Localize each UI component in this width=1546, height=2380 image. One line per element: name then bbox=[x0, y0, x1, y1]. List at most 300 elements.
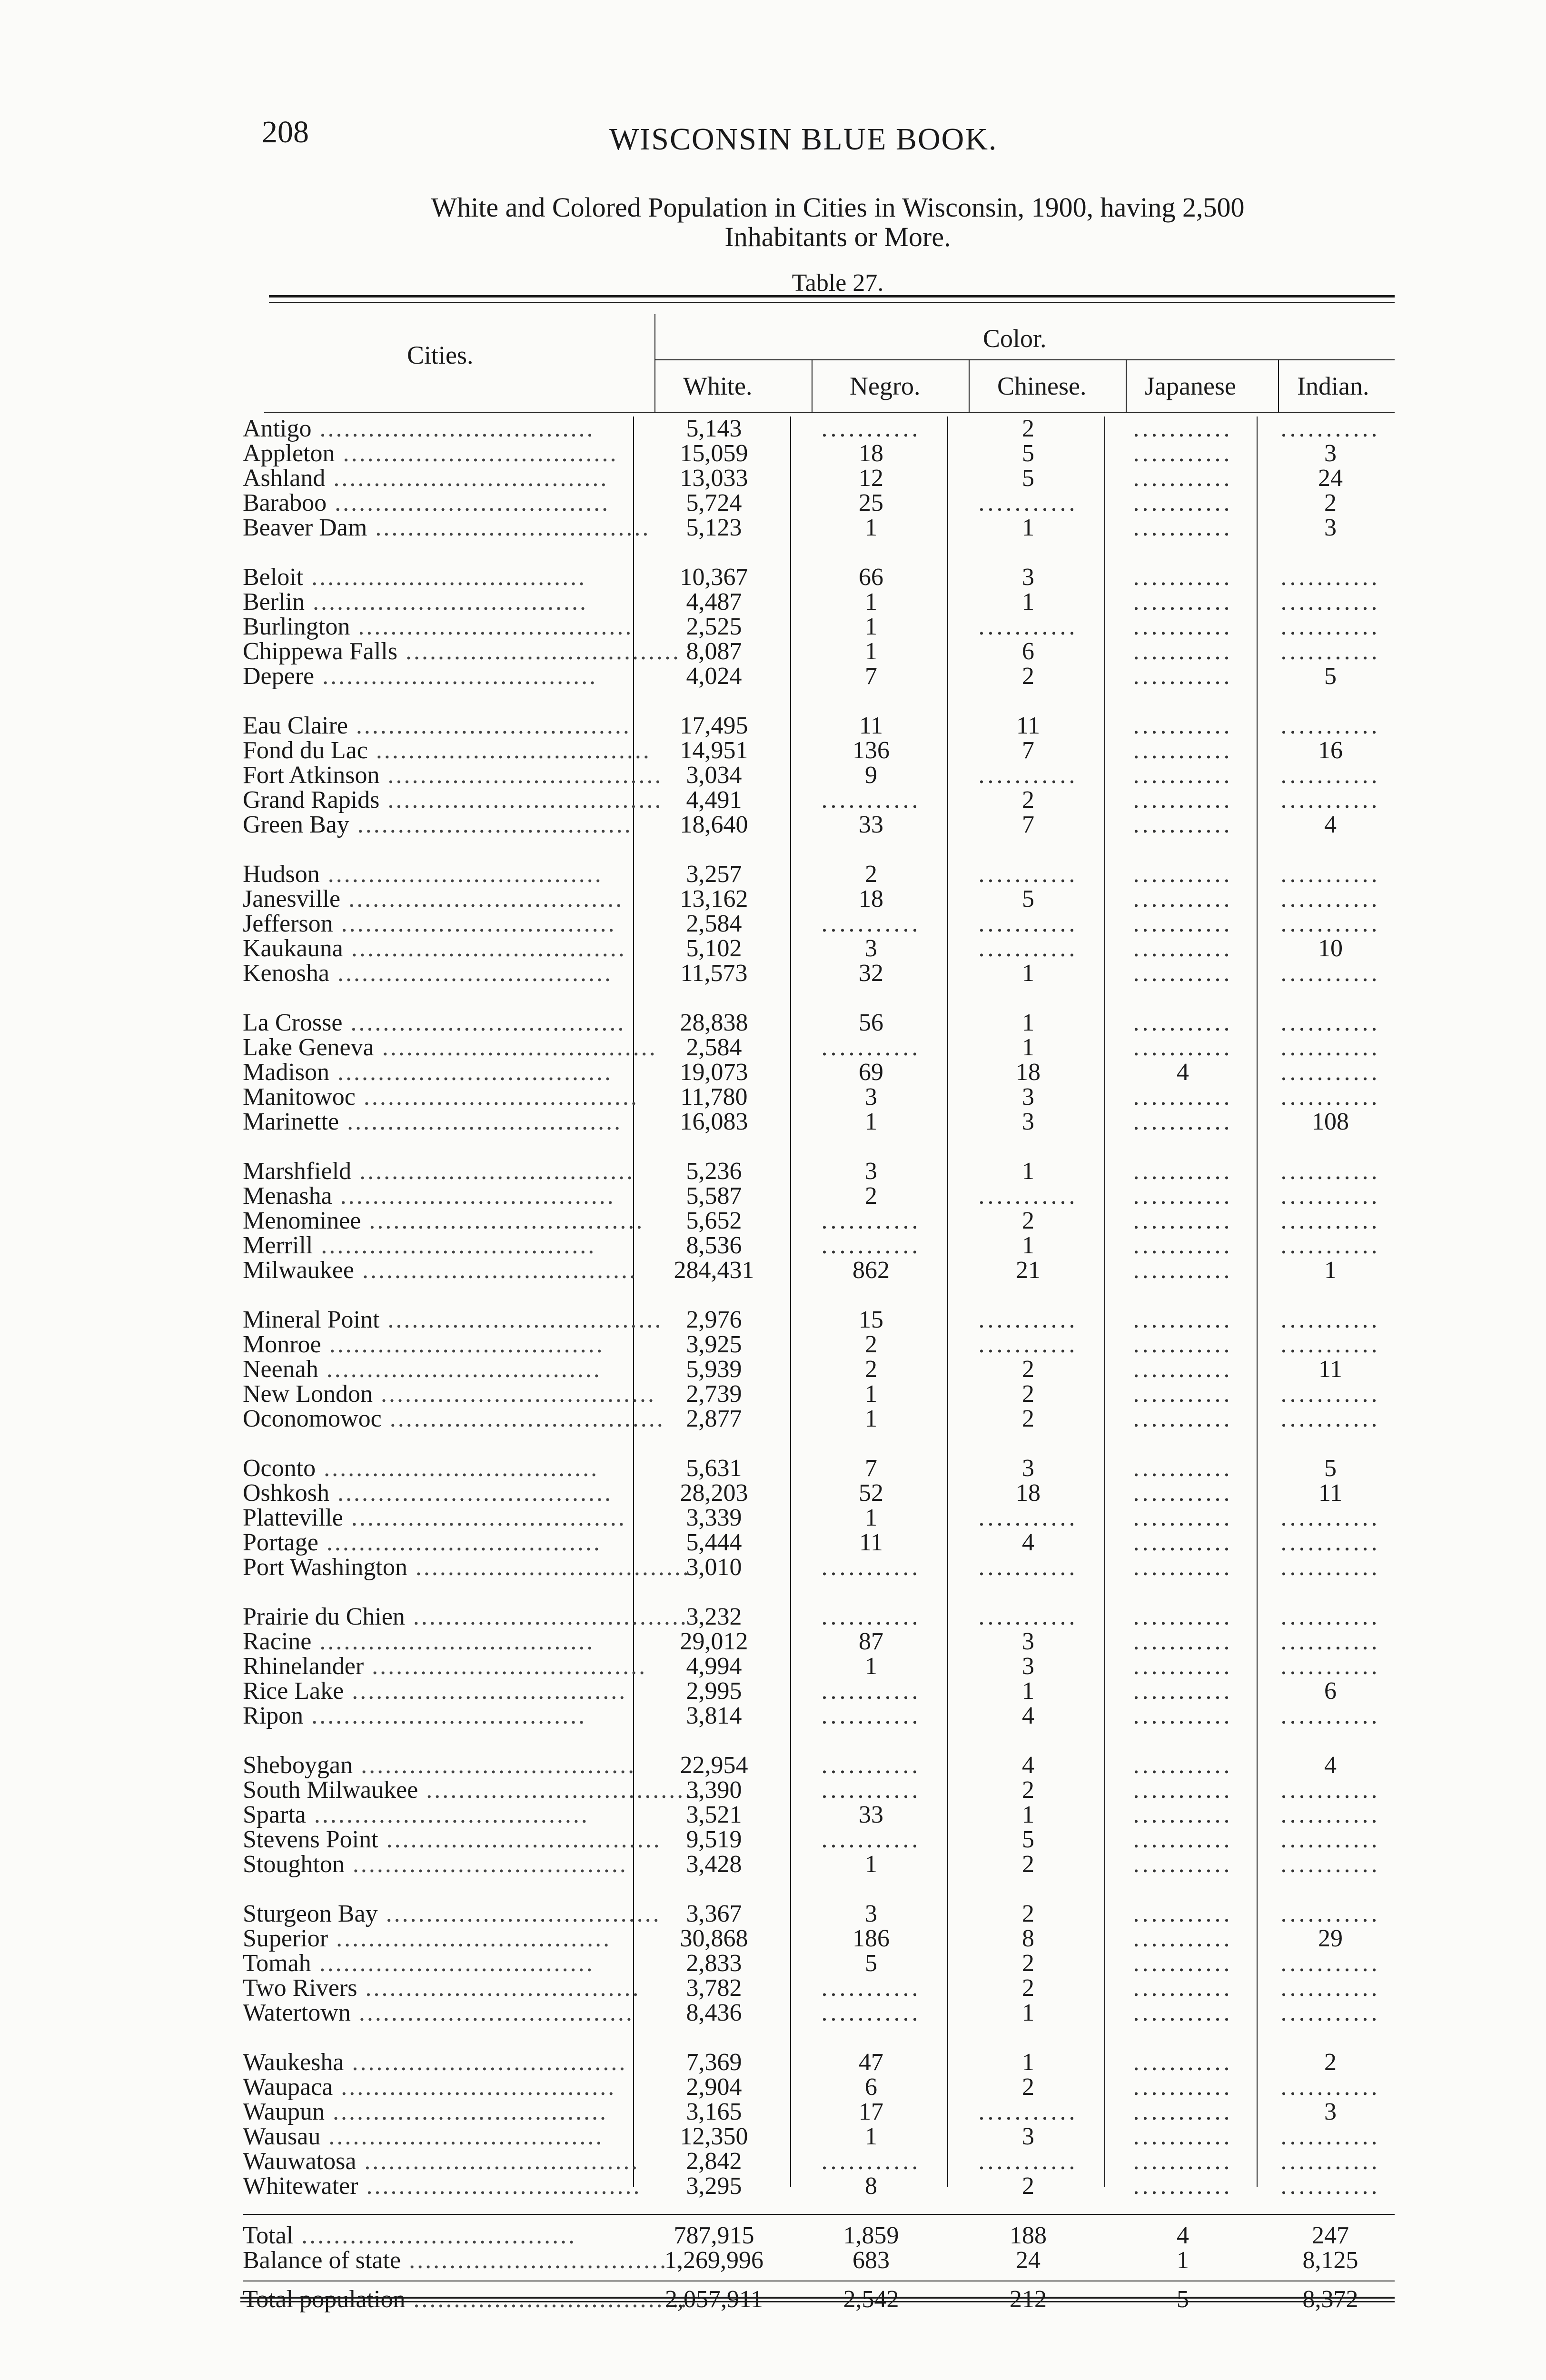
dot-leader: .................................. bbox=[378, 1826, 662, 1853]
indian-empty-cell: ........... bbox=[1280, 1380, 1380, 1408]
city-name: Kenosha bbox=[243, 960, 329, 987]
chinese-empty-cell: ........... bbox=[978, 762, 1078, 789]
dot-leader: .................................. bbox=[311, 415, 595, 442]
table-row bbox=[243, 2149, 1395, 2174]
page-number: 208 bbox=[262, 115, 309, 149]
chinese-cell: 1 bbox=[1022, 514, 1034, 541]
negro-cell: 18 bbox=[859, 885, 883, 912]
city-name: Oconto bbox=[243, 1455, 316, 1482]
caption-line-2: Inhabitants or More. bbox=[724, 221, 951, 252]
white-cell: 3,390 bbox=[686, 1776, 742, 1804]
chinese-empty-cell: ........... bbox=[978, 1182, 1078, 1210]
white-cell: 5,236 bbox=[686, 1158, 742, 1185]
chinese-cell: 2 bbox=[1022, 1405, 1034, 1432]
chinese-cell: 1 bbox=[1022, 1158, 1034, 1185]
white-cell: 2,995 bbox=[686, 1677, 742, 1705]
table-row bbox=[243, 2075, 1395, 2100]
white-cell: 30,868 bbox=[680, 1925, 748, 1952]
negro-cell: 136 bbox=[852, 737, 890, 764]
dot-leader: .................................. bbox=[325, 465, 609, 492]
city-name: Total population bbox=[243, 2286, 406, 2313]
city-name-cell bbox=[243, 1332, 624, 1357]
white-cell: 7,369 bbox=[686, 2049, 742, 2076]
white-cell: 4,491 bbox=[686, 786, 742, 813]
header-divider bbox=[654, 359, 1395, 360]
city-name-cell bbox=[243, 1405, 665, 1432]
city-name-cell bbox=[243, 1803, 624, 1827]
chinese-cell: 1 bbox=[1022, 588, 1034, 615]
header-negro: Negro. bbox=[850, 372, 921, 400]
table-row bbox=[243, 1629, 1395, 1654]
dot-leader: .................................. bbox=[405, 1603, 688, 1630]
table-row bbox=[243, 1085, 1395, 1110]
dot-leader: .................................. bbox=[349, 811, 633, 838]
negro-empty-cell: ........... bbox=[821, 1034, 921, 1061]
japanese-empty-cell: ........... bbox=[1133, 2098, 1233, 2125]
chinese-cell: 18 bbox=[1016, 1479, 1041, 1507]
city-name: Monroe bbox=[243, 1331, 321, 1358]
negro-cell: 66 bbox=[859, 564, 883, 591]
city-name-cell bbox=[243, 1110, 624, 1134]
indian-empty-cell: ........... bbox=[1280, 1950, 1380, 1977]
city-name-cell bbox=[243, 961, 624, 986]
dot-leader: .................................. bbox=[329, 1479, 613, 1507]
white-cell: 5,652 bbox=[686, 1207, 742, 1234]
chinese-cell: 5 bbox=[1022, 440, 1034, 467]
city-name-cell bbox=[243, 1677, 627, 1705]
white-cell: 4,024 bbox=[686, 663, 742, 690]
city-name: Ripon bbox=[243, 1702, 304, 1729]
japanese-empty-cell: ........... bbox=[1133, 1009, 1233, 1036]
negro-cell: 33 bbox=[859, 1801, 883, 1828]
city-name: Hudson bbox=[243, 861, 320, 888]
japanese-empty-cell: ........... bbox=[1133, 1331, 1233, 1358]
dot-leader: .................................. bbox=[374, 1034, 657, 1061]
city-name: Madison bbox=[243, 1059, 329, 1086]
table-row bbox=[243, 1159, 1395, 1184]
negro-cell: 11 bbox=[859, 712, 883, 739]
city-name-cell bbox=[243, 638, 681, 665]
negro-empty-cell: ........... bbox=[821, 2148, 921, 2175]
table-row bbox=[243, 936, 1395, 961]
dot-leader: .................................. bbox=[351, 1158, 635, 1185]
negro-cell: 32 bbox=[859, 960, 883, 987]
city-name: Milwaukee bbox=[243, 1257, 354, 1284]
white-cell: 2,976 bbox=[686, 1306, 742, 1333]
table-row bbox=[243, 1407, 1395, 1431]
city-name: Eau Claire bbox=[243, 712, 348, 739]
city-name: Watertown bbox=[243, 1999, 351, 2026]
dot-leader: .................................. bbox=[381, 1405, 665, 1432]
chinese-cell: 2 bbox=[1022, 663, 1034, 690]
table-row bbox=[243, 1357, 1395, 1382]
chinese-cell: 2 bbox=[1022, 415, 1034, 442]
japanese-empty-cell: ........... bbox=[1133, 1603, 1233, 1630]
white-cell: 3,367 bbox=[686, 1900, 742, 1927]
negro-empty-cell: ........... bbox=[821, 1232, 921, 1259]
white-cell: 4,994 bbox=[686, 1653, 742, 1680]
city-name-cell bbox=[243, 1060, 624, 1085]
negro-cell: 12 bbox=[859, 465, 883, 492]
city-name: New London bbox=[243, 1380, 373, 1408]
negro-cell: 7 bbox=[865, 663, 877, 690]
negro-empty-cell: ........... bbox=[821, 1702, 921, 1729]
white-cell: 11,780 bbox=[680, 1083, 748, 1111]
city-name: Grand Rapids bbox=[243, 786, 380, 813]
city-name-cell bbox=[243, 2124, 624, 2149]
table-row bbox=[243, 1035, 1395, 1060]
negro-cell: 6 bbox=[865, 2073, 877, 2101]
white-cell: 10,367 bbox=[680, 564, 748, 591]
chinese-cell: 8 bbox=[1022, 1925, 1034, 1952]
table-row bbox=[243, 2174, 1395, 2199]
indian-empty-cell: ........... bbox=[1280, 1801, 1380, 1828]
city-name: Manitowoc bbox=[243, 1083, 356, 1111]
city-name: Waupaca bbox=[243, 2073, 333, 2101]
japanese-empty-cell: ........... bbox=[1133, 1504, 1233, 1531]
indian-empty-cell: ........... bbox=[1280, 1826, 1380, 1853]
city-name-cell bbox=[243, 1629, 624, 1654]
dot-leader: .................................. bbox=[319, 861, 603, 888]
header-bottom-rule bbox=[264, 412, 1395, 413]
dot-leader: .................................. bbox=[329, 1059, 613, 1086]
white-cell: 18,640 bbox=[680, 811, 748, 838]
dot-leader: .................................. bbox=[303, 564, 587, 591]
city-name-cell bbox=[243, 1851, 628, 1878]
indian-empty-cell: ........... bbox=[1280, 1900, 1380, 1927]
dot-leader: .................................. bbox=[327, 489, 610, 516]
chinese-cell: 5 bbox=[1022, 885, 1034, 912]
white-cell: 3,782 bbox=[686, 1974, 742, 2002]
chinese-cell: 5 bbox=[1022, 1826, 1034, 1853]
table-row bbox=[243, 1011, 1395, 1035]
japanese-empty-cell: ........... bbox=[1133, 2073, 1233, 2101]
city-name-cell bbox=[243, 565, 624, 590]
city-name-cell bbox=[243, 1306, 663, 1333]
chinese-cell: 2 bbox=[1022, 1900, 1034, 1927]
japanese-cell: 5 bbox=[1177, 2286, 1189, 2313]
table-row bbox=[243, 2050, 1395, 2075]
white-cell: 12,350 bbox=[680, 2123, 748, 2150]
japanese-empty-cell: ........... bbox=[1133, 1034, 1233, 1061]
dot-leader: .................................. bbox=[377, 1900, 661, 1927]
dot-leader: .................................. bbox=[357, 1974, 641, 2002]
city-name-cell bbox=[243, 1184, 624, 1209]
city-name: Neenah bbox=[243, 1356, 318, 1383]
city-name-cell bbox=[243, 1603, 688, 1630]
white-cell: 2,584 bbox=[686, 1034, 742, 1061]
table-row bbox=[243, 2124, 1395, 2149]
white-cell: 8,087 bbox=[686, 638, 742, 665]
city-name-cell bbox=[243, 1357, 624, 1382]
chinese-cell: 4 bbox=[1022, 1702, 1034, 1729]
city-name: Antigo bbox=[243, 415, 312, 442]
table-row bbox=[243, 1110, 1395, 1134]
header-white: White. bbox=[683, 372, 753, 400]
chinese-cell: 7 bbox=[1022, 811, 1034, 838]
japanese-empty-cell: ........... bbox=[1133, 737, 1233, 764]
japanese-empty-cell: ........... bbox=[1133, 935, 1233, 962]
indian-cell: 108 bbox=[1312, 1108, 1349, 1135]
city-name: Fond du Lac bbox=[243, 737, 368, 764]
dot-leader: .................................. bbox=[361, 1207, 644, 1234]
negro-cell: 3 bbox=[865, 1083, 877, 1111]
chinese-cell: 1 bbox=[1022, 1232, 1034, 1259]
white-cell: 3,339 bbox=[686, 1504, 742, 1531]
white-cell: 3,010 bbox=[686, 1554, 742, 1581]
table-row bbox=[243, 1852, 1395, 1877]
white-cell: 3,232 bbox=[686, 1603, 742, 1630]
city-name: Port Washington bbox=[243, 1554, 407, 1581]
dot-leader: .................................. bbox=[356, 2148, 640, 2175]
table-row bbox=[243, 1060, 1395, 1085]
table-row bbox=[243, 1976, 1395, 2001]
table-row bbox=[243, 1679, 1395, 1704]
table-row bbox=[243, 2001, 1395, 2025]
city-name-cell bbox=[243, 1926, 624, 1951]
indian-empty-cell: ........... bbox=[1280, 712, 1380, 739]
table-row bbox=[243, 1803, 1395, 1827]
indian-empty-cell: ........... bbox=[1280, 1974, 1380, 2002]
japanese-empty-cell: ........... bbox=[1133, 613, 1233, 640]
indian-cell: 10 bbox=[1318, 935, 1343, 962]
city-name-cell bbox=[243, 2148, 640, 2175]
city-name: Oshkosh bbox=[243, 1479, 330, 1507]
chinese-cell: 3 bbox=[1022, 1108, 1034, 1135]
dot-leader: .................................. bbox=[379, 786, 663, 813]
dot-leader: .................................. bbox=[303, 1702, 587, 1729]
city-name-cell bbox=[243, 1974, 641, 2002]
negro-empty-cell: ........... bbox=[821, 1999, 921, 2026]
indian-cell: 11 bbox=[1318, 1356, 1343, 1383]
city-name: Total bbox=[243, 2222, 294, 2249]
negro-cell: 186 bbox=[852, 1925, 890, 1952]
negro-cell: 2 bbox=[865, 1331, 877, 1358]
chinese-cell: 4 bbox=[1022, 1529, 1034, 1556]
chinese-cell: 3 bbox=[1022, 1083, 1034, 1111]
city-name: Green Bay bbox=[243, 811, 349, 838]
chinese-empty-cell: ........... bbox=[978, 935, 1078, 962]
city-name-cell bbox=[243, 1083, 639, 1111]
dot-leader: .................................. bbox=[339, 1108, 623, 1135]
negro-cell: 52 bbox=[859, 1479, 883, 1507]
indian-empty-cell: ........... bbox=[1280, 1702, 1380, 1729]
indian-cell: 24 bbox=[1318, 465, 1343, 492]
negro-cell: 11 bbox=[859, 1529, 883, 1556]
white-cell: 5,143 bbox=[686, 415, 742, 442]
chinese-empty-cell: ........... bbox=[978, 861, 1078, 888]
dot-leader: .................................. bbox=[313, 1232, 596, 1259]
table-header bbox=[264, 314, 1395, 416]
chinese-cell: 1 bbox=[1022, 1677, 1034, 1705]
city-name-cell bbox=[243, 1752, 636, 1779]
city-name: Prairie du Chien bbox=[243, 1603, 405, 1630]
japanese-empty-cell: ........... bbox=[1133, 440, 1233, 467]
white-cell: 17,495 bbox=[680, 712, 748, 739]
japanese-empty-cell: ........... bbox=[1133, 762, 1233, 789]
table-row bbox=[243, 862, 1395, 887]
dot-leader: .................................. bbox=[347, 712, 631, 739]
city-name-cell bbox=[243, 912, 624, 936]
header-cities: Cities. bbox=[407, 341, 474, 369]
indian-empty-cell: ........... bbox=[1280, 1776, 1380, 1804]
city-name-cell bbox=[243, 416, 624, 441]
white-cell: 5,724 bbox=[686, 489, 742, 516]
japanese-cell: 4 bbox=[1177, 2222, 1189, 2249]
negro-cell: 9 bbox=[865, 762, 877, 789]
city-name: Burlington bbox=[243, 613, 350, 640]
japanese-empty-cell: ........... bbox=[1133, 1801, 1233, 1828]
negro-cell: 56 bbox=[859, 1009, 883, 1036]
city-name-cell bbox=[243, 590, 624, 615]
header-vline bbox=[812, 359, 813, 412]
white-cell: 3,428 bbox=[686, 1851, 742, 1878]
chinese-cell: 3 bbox=[1022, 1653, 1034, 1680]
chinese-cell: 3 bbox=[1022, 564, 1034, 591]
city-name: Portage bbox=[243, 1529, 318, 1556]
table-row bbox=[243, 1778, 1395, 1803]
table-row bbox=[243, 887, 1395, 912]
city-name-cell bbox=[243, 1011, 624, 1035]
white-cell: 29,012 bbox=[680, 1628, 748, 1655]
city-name: Stevens Point bbox=[243, 1826, 378, 1853]
indian-empty-cell: ........... bbox=[1280, 910, 1380, 937]
indian-empty-cell: ........... bbox=[1280, 415, 1380, 442]
indian-cell: 5 bbox=[1324, 663, 1337, 690]
japanese-empty-cell: ........... bbox=[1133, 1776, 1233, 1804]
negro-empty-cell: ........... bbox=[821, 1826, 921, 1853]
indian-cell: 29 bbox=[1318, 1925, 1343, 1952]
white-cell: 2,842 bbox=[686, 2148, 742, 2175]
indian-empty-cell: ........... bbox=[1280, 1653, 1380, 1680]
city-name-cell bbox=[243, 2100, 624, 2124]
table-row bbox=[243, 1605, 1395, 1629]
chinese-empty-cell: ........... bbox=[978, 1554, 1078, 1581]
negro-cell: 69 bbox=[859, 1059, 883, 1086]
chinese-cell: 2 bbox=[1022, 1974, 1034, 2002]
dot-leader: .................................. bbox=[407, 1554, 691, 1581]
table-label: Table 27. bbox=[792, 269, 884, 297]
white-cell: 4,487 bbox=[686, 588, 742, 615]
chinese-cell: 2 bbox=[1022, 1851, 1034, 1878]
city-name: Wausau bbox=[243, 2123, 321, 2150]
indian-empty-cell: ........... bbox=[1280, 1331, 1380, 1358]
dot-leader: .................................. bbox=[397, 638, 681, 665]
table-row bbox=[243, 491, 1395, 516]
chinese-cell: 188 bbox=[1010, 2222, 1047, 2249]
chinese-cell: 2 bbox=[1022, 1380, 1034, 1408]
city-name-cell bbox=[243, 1481, 624, 1506]
chinese-cell: 3 bbox=[1022, 1628, 1034, 1655]
japanese-empty-cell: ........... bbox=[1133, 638, 1233, 665]
white-cell: 16,083 bbox=[680, 1108, 748, 1135]
city-name-cell bbox=[243, 2049, 627, 2076]
city-name: Superior bbox=[243, 1925, 328, 1952]
table-row bbox=[243, 788, 1395, 813]
indian-cell: 3 bbox=[1324, 440, 1337, 467]
negro-cell: 1 bbox=[865, 588, 877, 615]
negro-cell: 18 bbox=[859, 440, 883, 467]
negro-empty-cell: ........... bbox=[821, 910, 921, 937]
city-name-cell bbox=[243, 1999, 634, 2026]
city-name: Janesville bbox=[243, 885, 341, 912]
negro-cell: 1 bbox=[865, 638, 877, 665]
city-name-cell bbox=[243, 613, 634, 640]
city-name-cell bbox=[243, 514, 651, 541]
japanese-empty-cell: ........... bbox=[1133, 2123, 1233, 2150]
indian-empty-cell: ........... bbox=[1280, 1009, 1380, 1036]
city-name-cell bbox=[243, 664, 624, 689]
dot-leader: .................................. bbox=[316, 1455, 599, 1482]
white-cell: 2,877 bbox=[686, 1405, 742, 1432]
japanese-empty-cell: ........... bbox=[1133, 1455, 1233, 1482]
japanese-empty-cell: ........... bbox=[1133, 811, 1233, 838]
negro-cell: 1 bbox=[865, 1405, 877, 1432]
negro-cell: 5 bbox=[865, 1950, 877, 1977]
negro-cell: 87 bbox=[859, 1628, 883, 1655]
city-name-cell bbox=[243, 737, 651, 764]
dot-leader: .................................. bbox=[355, 1083, 639, 1111]
negro-cell: 17 bbox=[859, 2098, 883, 2125]
city-name-cell bbox=[243, 1776, 702, 1804]
japanese-empty-cell: ........... bbox=[1133, 1158, 1233, 1185]
city-name-cell bbox=[243, 1158, 635, 1185]
header-vline bbox=[654, 314, 655, 412]
city-name: Ashland bbox=[243, 465, 326, 492]
japanese-empty-cell: ........... bbox=[1133, 564, 1233, 591]
chinese-cell: 7 bbox=[1022, 737, 1034, 764]
city-name-cell bbox=[243, 936, 624, 961]
japanese-empty-cell: ........... bbox=[1133, 588, 1233, 615]
japanese-empty-cell: ........... bbox=[1133, 885, 1233, 912]
chinese-cell: 1 bbox=[1022, 1801, 1034, 1828]
japanese-cell: 4 bbox=[1177, 1059, 1189, 1086]
negro-empty-cell: ........... bbox=[821, 1677, 921, 1705]
city-name-cell bbox=[243, 2223, 624, 2248]
negro-cell: 1 bbox=[865, 514, 877, 541]
city-name: Beaver Dam bbox=[243, 514, 367, 541]
white-cell: 284,431 bbox=[674, 1257, 754, 1284]
japanese-empty-cell: ........... bbox=[1133, 960, 1233, 987]
indian-cell: 8,125 bbox=[1302, 2247, 1358, 2274]
header-vline bbox=[969, 359, 970, 412]
dot-leader: .................................. bbox=[318, 1529, 602, 1556]
population-table bbox=[243, 415, 1395, 2313]
table-row bbox=[243, 664, 1395, 689]
white-cell: 3,521 bbox=[686, 1801, 742, 1828]
white-cell: 3,814 bbox=[686, 1702, 742, 1729]
table-row bbox=[243, 1902, 1395, 1926]
city-name: Platteville bbox=[243, 1504, 343, 1531]
japanese-empty-cell: ........... bbox=[1133, 1851, 1233, 1878]
table-row bbox=[243, 1308, 1395, 1332]
table-row bbox=[243, 1530, 1395, 1555]
chinese-cell: 11 bbox=[1016, 712, 1041, 739]
city-name-cell bbox=[243, 712, 631, 739]
city-name-cell bbox=[243, 1456, 624, 1481]
japanese-empty-cell: ........... bbox=[1133, 861, 1233, 888]
negro-cell: 47 bbox=[859, 2049, 883, 2076]
japanese-empty-cell: ........... bbox=[1133, 1999, 1233, 2026]
city-name-cell bbox=[243, 441, 624, 466]
bottom-double-rule bbox=[240, 2297, 1395, 2302]
city-name-cell bbox=[243, 1951, 624, 1976]
indian-empty-cell: ........... bbox=[1280, 1232, 1380, 1259]
indian-empty-cell: ........... bbox=[1280, 1306, 1380, 1333]
japanese-empty-cell: ........... bbox=[1133, 1182, 1233, 1210]
table-row bbox=[243, 1481, 1395, 1506]
white-cell: 28,838 bbox=[680, 1009, 748, 1036]
